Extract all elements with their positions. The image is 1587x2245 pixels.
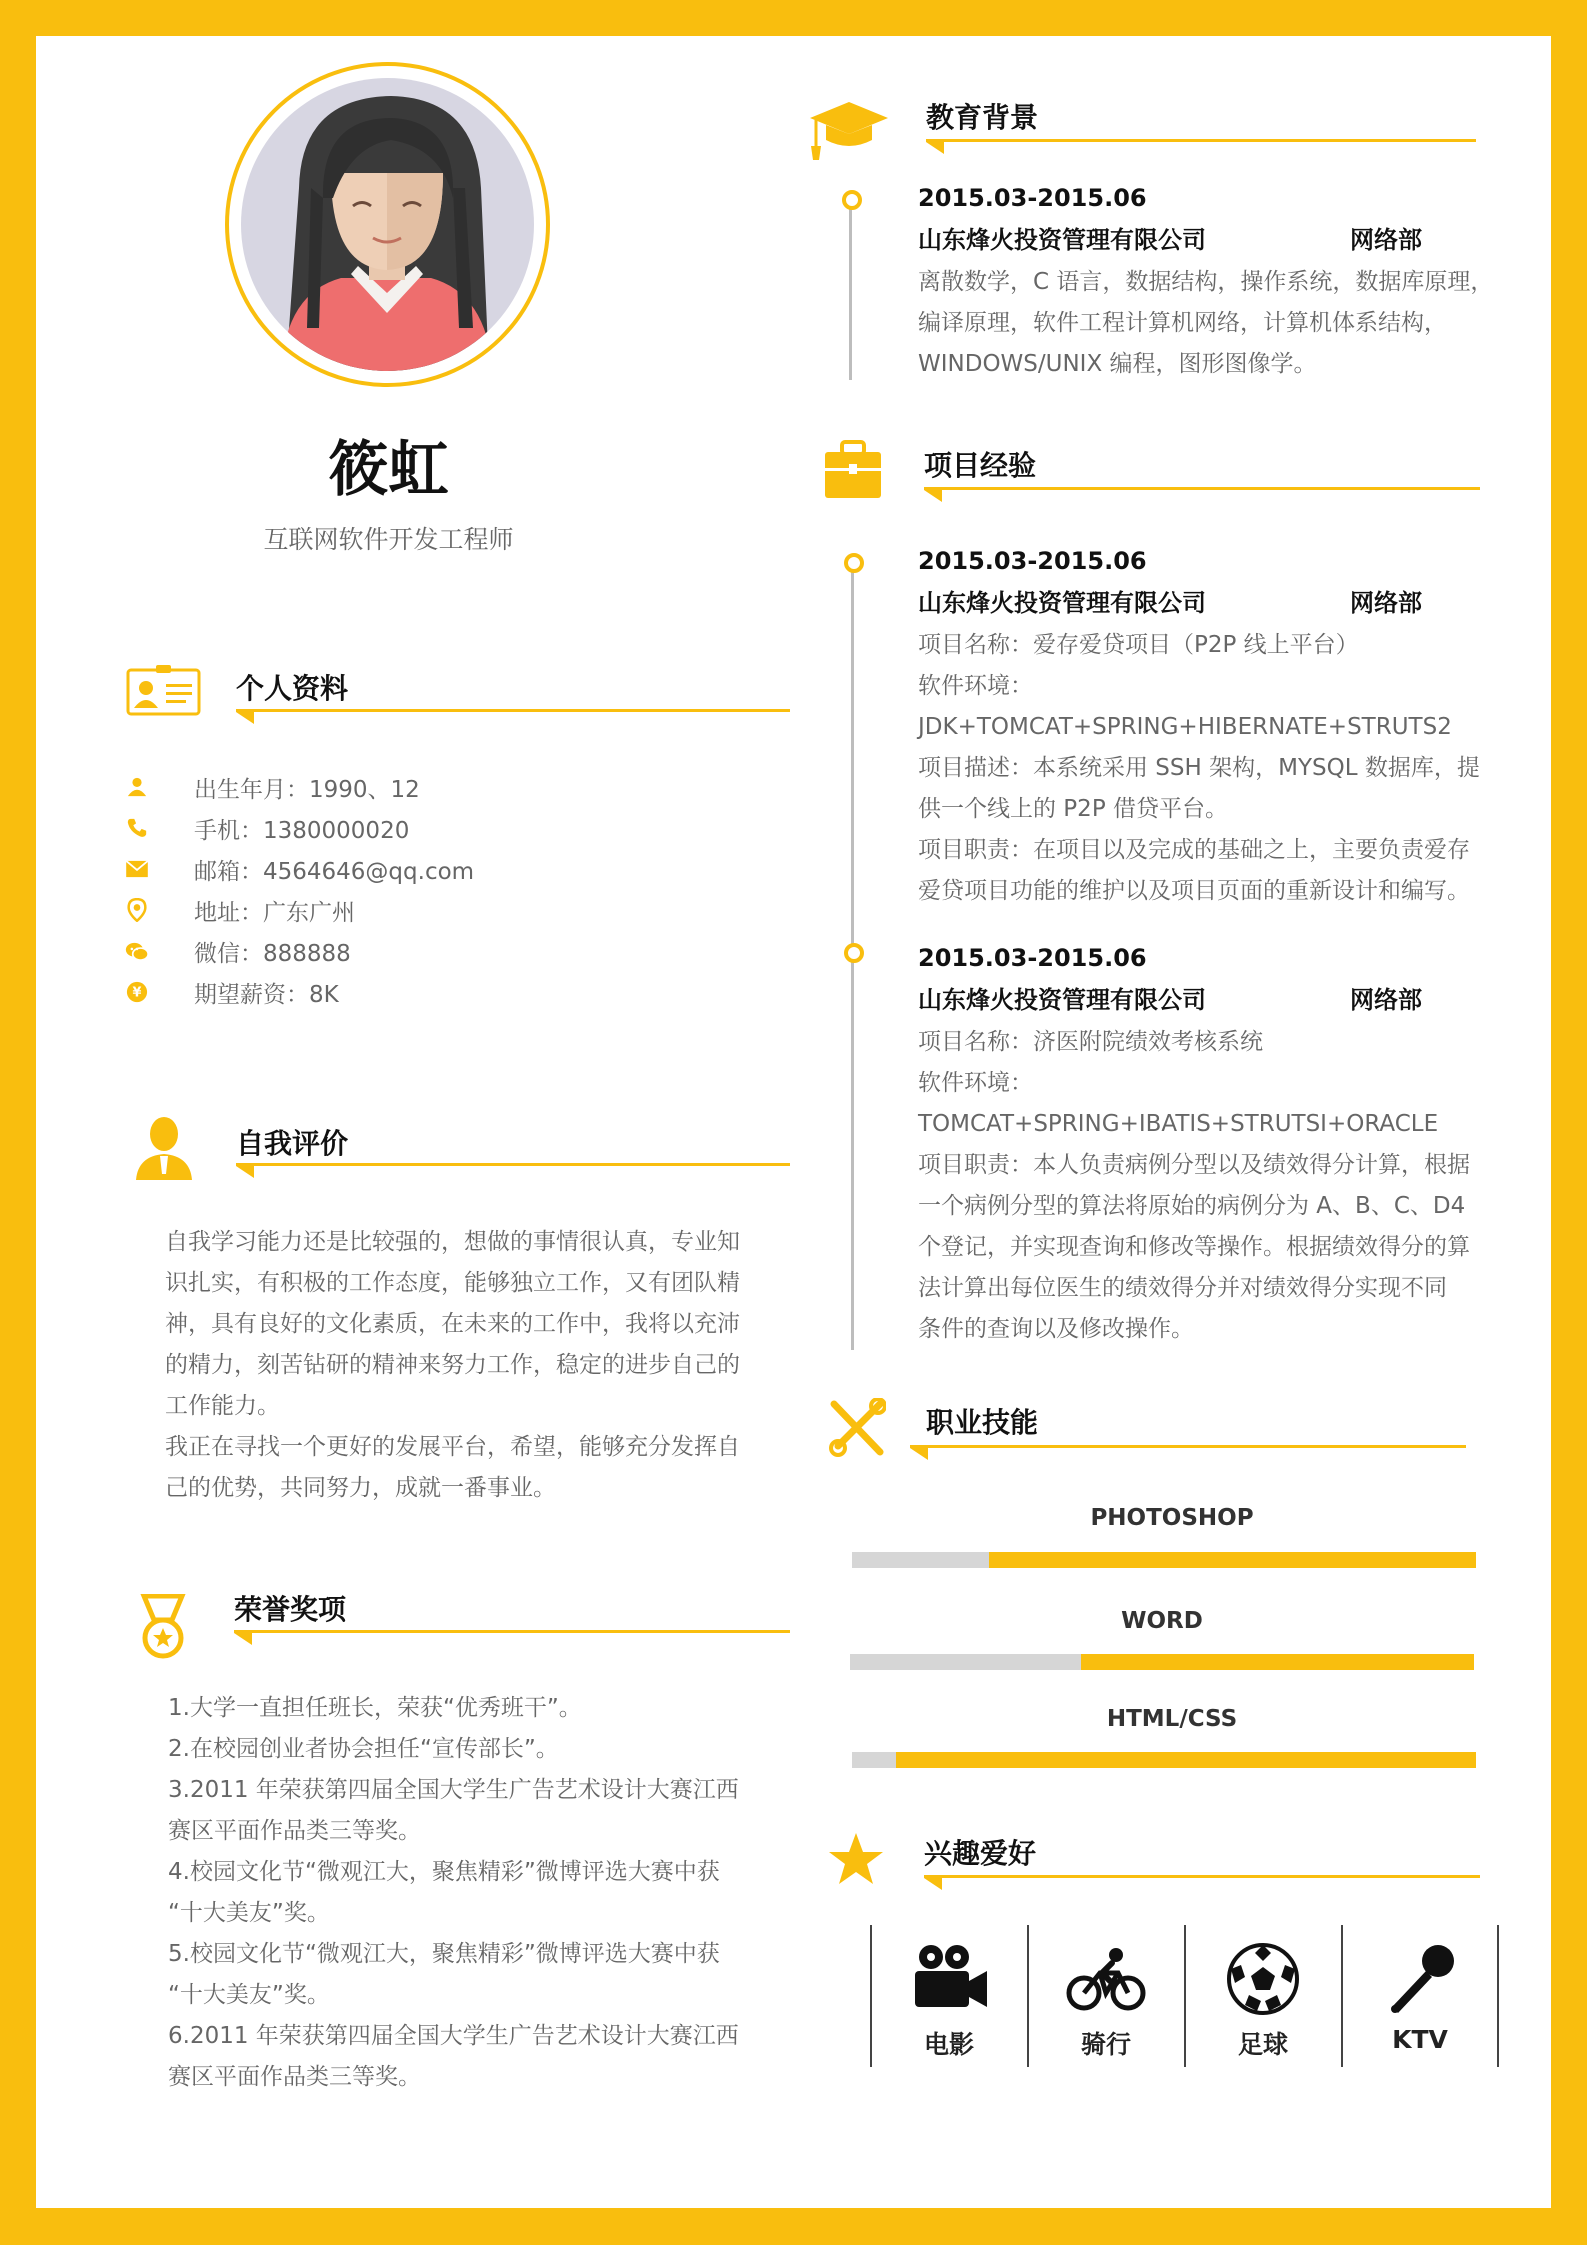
list-item: 6.2011 年荣获第四届全国大学生广告艺术设计大赛江西	[168, 2023, 739, 2049]
skills-heading: 职业技能	[926, 1406, 1039, 1439]
hobby-ktv: KTV	[1344, 1925, 1496, 2065]
project-1-details: 项目名称：爱存爱贷项目（P2P 线上平台） 软件环境： JDK+TOMCAT+SPRING+HIBERNATE+STRUTS2 项目描述：本系统采用 SSH 架构，MYSQL 数据库，提 供一个线上的 P2P 借贷平台。 项目职责：在项目以及完成的基础之上，主要负责爱存 爱贷项目功能的维护以及项目页面的重新设计和编写。	[918, 632, 1480, 904]
project-2-date: 2015.03-2015.06	[918, 944, 1147, 972]
list-item: 3.2011 年荣获第四届全国大学生广告艺术设计大赛江西	[168, 1777, 739, 1803]
skill-label: PHOTOSHOP	[1090, 1505, 1254, 1531]
education-underline-tail	[926, 142, 944, 154]
personal-heading: 个人资料	[236, 672, 349, 705]
list-item: “十大美友”奖。	[168, 1982, 330, 2008]
list-item: 4.校园文化节“微观江大，聚焦精彩”微博评选大赛中获	[168, 1859, 720, 1885]
hobby-divider	[1497, 1925, 1499, 2067]
skill-label: WORD	[1121, 1608, 1203, 1634]
project-1-date: 2015.03-2015.06	[918, 547, 1147, 575]
tools-icon	[828, 1398, 886, 1458]
hobby-movie: 电影	[873, 1925, 1025, 2065]
briefcase-icon	[824, 440, 882, 500]
wechat-icon	[120, 934, 154, 968]
bicycle-icon	[1066, 1943, 1146, 2015]
location-icon	[120, 893, 154, 927]
svg-text:¥: ¥	[132, 985, 142, 1001]
info-email: 邮箱：4564646@qq.com	[120, 852, 474, 886]
id-card-icon	[126, 664, 201, 716]
project-1-dept: 网络部	[1350, 589, 1422, 617]
skill-label: HTML/CSS	[1106, 1706, 1238, 1732]
list-item: “十大美友”奖。	[168, 1900, 330, 1926]
self-eval-text: 自我学习能力还是比较强的，想做的事情很认真，专业知 识扎实，有积极的工作态度，能够独立工作，又有团队精 神，具有良好的文化素质，在未来的工作中，我将以充沛 的精力，刻苦钻研的精神来努力工作，稳定的进步自己的 工作能力。 我正在寻找一个更好的发展平台，希望，能够充分发挥自 己的优势，共同努力，成就一番事业。	[165, 1229, 740, 1501]
hobby-divider	[1341, 1925, 1343, 2067]
person-name: 筱虹	[328, 435, 449, 505]
timeline-dot	[842, 190, 862, 210]
education-underline	[926, 139, 1476, 142]
movie-camera-icon	[909, 1943, 989, 2015]
honors-list	[168, 1688, 788, 2098]
education-dept: 网络部	[1350, 226, 1422, 254]
project-2-dept: 网络部	[1350, 986, 1422, 1014]
soccer-ball-icon	[1223, 1943, 1303, 2015]
info-address: 地址：广东广州	[120, 893, 355, 927]
hobby-football: 足球	[1187, 1925, 1339, 2065]
skill-bar-photoshop	[852, 1552, 1476, 1568]
skill-bar-fill	[1081, 1654, 1474, 1670]
star-icon	[828, 1832, 884, 1886]
list-item: 赛区平面作品类三等奖。	[168, 1818, 421, 1844]
info-salary: ¥ 期望薪资：8K	[120, 975, 339, 1009]
info-phone: 手机：1380000020	[120, 811, 409, 845]
education-company: 山东烽火投资管理有限公司	[918, 226, 1206, 254]
avatar	[225, 62, 550, 387]
medal-icon	[136, 1594, 190, 1660]
project-1-company: 山东烽火投资管理有限公司	[918, 589, 1206, 617]
honors-underline-tail	[234, 1633, 252, 1645]
education-heading: 教育背景	[926, 101, 1039, 134]
education-date: 2015.03-2015.06	[918, 184, 1147, 212]
self-eval-heading: 自我评价	[236, 1127, 349, 1160]
list-item: 2.在校园创业者协会担任“宣传部长”。	[168, 1736, 559, 1762]
info-wechat: 微信：888888	[120, 934, 351, 968]
projects-underline-tail	[924, 490, 942, 502]
skill-bar-html-css	[852, 1752, 1476, 1768]
skill-bar-word	[850, 1654, 1474, 1670]
projects-underline	[924, 487, 1480, 490]
yen-icon	[120, 975, 154, 1009]
education-timeline	[849, 200, 852, 380]
self-eval-underline	[236, 1163, 790, 1166]
info-birth: 出生年月：1990、12	[120, 770, 420, 804]
self-eval-underline-tail	[236, 1166, 254, 1178]
hobbies-underline-tail	[924, 1878, 942, 1890]
list-item: 1.大学一直担任班长，荣获“优秀班干”。	[168, 1695, 582, 1721]
self-person-icon	[136, 1116, 192, 1180]
graduation-cap-icon	[808, 100, 890, 162]
timeline-dot	[844, 943, 864, 963]
phone-icon	[120, 811, 154, 845]
hobby-divider	[1027, 1925, 1029, 2067]
honors-heading: 荣誉奖项	[234, 1593, 347, 1626]
projects-heading: 项目经验	[924, 449, 1037, 482]
list-item: 5.校园文化节“微观江大，聚焦精彩”微博评选大赛中获	[168, 1941, 720, 1967]
microphone-icon	[1380, 1943, 1460, 2015]
avatar-illustration-icon	[241, 78, 534, 371]
education-courses: 离散数学，C 语言，数据结构，操作系统，数据库原理， 编译原理，软件工程计算机网络，计算机体系结构， WINDOWS/UNIX 编程，图形图像学。	[918, 269, 1494, 377]
hobby-cycling: 骑行	[1030, 1925, 1182, 2065]
skill-bar-fill	[896, 1752, 1476, 1768]
project-2-company: 山东烽火投资管理有限公司	[918, 986, 1206, 1014]
mail-icon	[120, 852, 154, 886]
personal-underline-tail	[236, 712, 254, 724]
hobbies-heading: 兴趣爱好	[924, 1837, 1037, 1870]
job-title: 互联网软件开发工程师	[263, 525, 514, 554]
skill-bar-fill	[989, 1552, 1476, 1568]
hobby-divider	[870, 1925, 872, 2067]
hobbies-underline	[924, 1875, 1480, 1878]
list-item: 赛区平面作品类三等奖。	[168, 2064, 421, 2090]
project-2-details: 项目名称：济医附院绩效考核系统 软件环境： TOMCAT+SPRING+IBATIS+STRUTSI+ORACLE 项目职责：本人负责病例分型以及绩效得分计算，根据 一个病例分型的算法将原始的病例分为 A、B、C、D4 个登记，并实现查询和修改等操作。根据绩效得分的算 法计算出每位医生的绩效得分并对绩效得分实现不同 条件的查询以及修改操作。	[918, 1029, 1470, 1342]
person-icon	[120, 770, 154, 804]
skills-underline-tail	[910, 1448, 928, 1460]
timeline-dot	[844, 553, 864, 573]
hobby-divider	[1184, 1925, 1186, 2067]
honors-underline	[234, 1630, 790, 1633]
skills-underline	[910, 1445, 1466, 1448]
personal-underline	[236, 709, 790, 712]
